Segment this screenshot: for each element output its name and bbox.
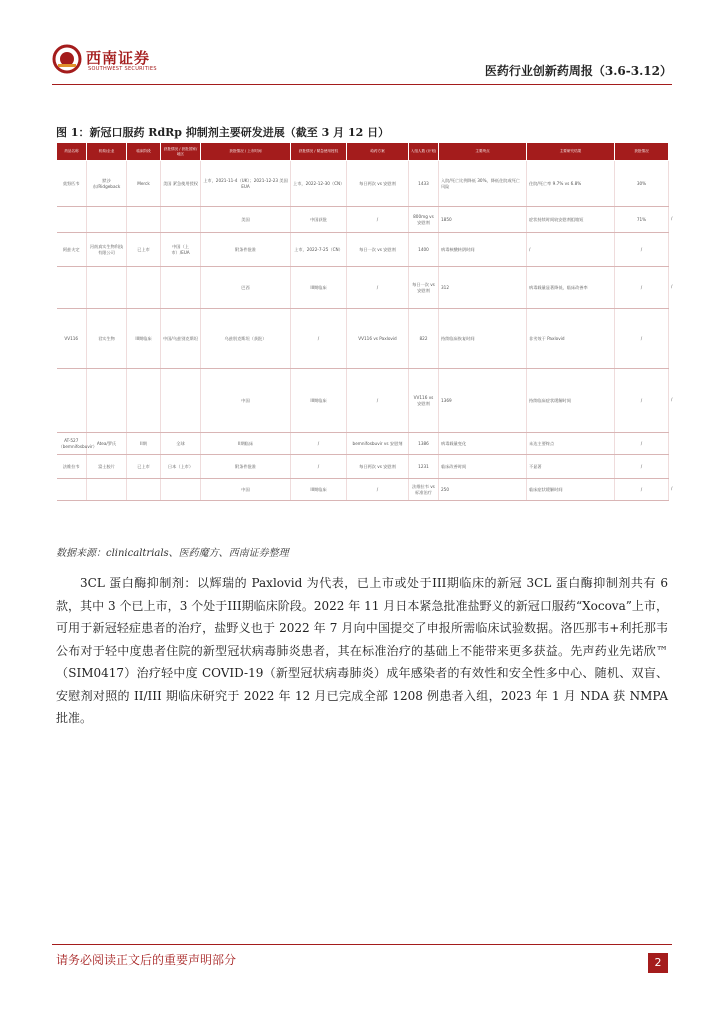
table-cell: / [347,207,409,233]
table-cell: / [347,369,409,433]
table-cell: 乌兹别克斯坦（获批） [201,309,291,369]
table-cell: III期临床 [291,369,347,433]
table-row [57,455,669,479]
table-cell: VV116 vs 安慰剂 [409,369,439,433]
brand-logo [52,44,157,84]
table-cell: / [615,369,669,433]
table-cell: 中国/乌兹别克斯坦 [161,309,201,369]
table-cell: 美国 [201,207,291,233]
table-header-row [57,143,669,161]
table-header: 给药方案 [347,143,409,161]
table-cell [87,267,127,309]
table-cell: 法维拉韦 [57,455,87,479]
figure-title: 图 1：新冠口服药 RdRp 抑制剂主要研发进展（截至 3 月 12 日） [56,126,390,139]
table-header: 获批情况 [615,143,669,161]
table-cell: / [615,455,669,479]
table-cell [87,479,127,501]
body-paragraph: 3CL 蛋白酶抑制剂：以辉瑞的 Paxlovid 为代表，已上市或处于III期临床的新冠 3CL 蛋白酶抑制剂共有 6 款，其中 3 个已上市，3 个处于III期临床阶段。2022 年 11 月日本紧急批准盐野义的新冠口服药“Xocova”上市，可用于新冠轻症患者的治疗，盐野义也于 2022 年 7 月向中国提交了申报所需临床试验数据。洛匹那韦+利托那韦公布对于轻中度患者住院的新型冠状病毒肺炎患者，其在标准治疗的基础上不能带来更多获益。先声药业先诺欣™（SIM0417）治疗轻中度 COVID-19（新型冠状病毒肺炎）成年感染者的有效性和安全性多中心、随机、双盲、安慰剂对照的 II/III 期临床研究于 2022 年 12 月已完成全部 1208 例患者入组，2023 年 1 月 NDA 获 NMPA 批准。 [56,576,668,725]
table-cell [57,207,87,233]
footer-divider [52,944,672,945]
table-cell: 附条件批准 [201,233,291,267]
table-header: 获批情况 / 获批国家/地区 [161,143,201,161]
table-cell: II期临床 [201,433,291,455]
table-row [57,433,669,455]
table-cell: 巴西 [201,267,291,309]
table-cell: 非劣效于 Paxlovid [527,309,615,369]
table-cell: 美国 紧急使用授权 [161,161,201,207]
table-cell: 未达主要终点 [527,433,615,455]
table-cell: II期 [127,433,161,455]
table-cell: 莫努匹韦 [57,161,87,207]
table-cell: 上市，2022-7-25（CN） [291,233,347,267]
table-header: 药品名称 [57,143,87,161]
footer-disclaimer: 请务必阅读正文后的重要声明部分 [56,953,237,967]
table-cell: 1369 [439,369,527,433]
table-row [57,161,669,207]
table-cell: / [347,479,409,501]
table-cell [57,267,87,309]
table-cell: Merck [127,161,161,207]
table-cell: AT-527（bemnifosbuvir） [57,433,87,455]
table-cell: 不显著 [527,455,615,479]
table-row [57,309,669,369]
table-cell: 1850 [439,207,527,233]
table-cell: III期临床 [127,309,161,369]
table-cell: 阿兹夫定 [57,233,87,267]
table-cell [161,207,201,233]
table-header: 获批情况 / 上市时间 [201,143,291,161]
table-cell: 每日两次 vs 安慰剂 [347,161,409,207]
table-header: 入组人数 (计划) [409,143,439,161]
logo-name-en: SOUTHWEST SECURITIES [88,66,157,72]
table-cell: / [291,309,347,369]
table-cell: 临床改善时间 [439,455,527,479]
table-cell: 临床症状缓解时间 [527,479,615,501]
brand-seal-icon [52,44,82,74]
table-cell: 附条件批准 [201,455,291,479]
table-cell: 入院/死亡比例降低 30%，降低住院或死亡风险 [439,161,527,207]
table-cell: 君实生物 [87,309,127,369]
table-cell: 病毒核酸转阴时间 [439,233,527,267]
table-cell: 250 [439,479,527,501]
table-cell: / [527,233,615,267]
table-cell: 1400 [409,233,439,267]
rdrp-table [56,142,673,501]
report-title: 医药行业创新药周报（3.6-3.12） [484,64,672,78]
table-cell: 已上市 [127,455,161,479]
table-cell [127,207,161,233]
figure-source: 数据来源：clinicaltrials、医药魔方、西南证券整理 [56,548,289,559]
table-cell [87,369,127,433]
table-cell: 中国 [201,479,291,501]
table-cell: 持续临床症状缓解时间 [527,369,615,433]
table-cell: 每日两次 vs 安慰剂 [347,455,409,479]
table-header: 机构/企业 [87,143,127,161]
table-cell: 法维拉韦 vs 标准治疗 [409,479,439,501]
table-cell: 上市，2021-11-4（UK）；2021-12-23 美国 EUA [201,161,291,207]
table-cell: 全球 [161,433,201,455]
table-cell: 312 [439,267,527,309]
table-cell: 症状持续时间较安慰剂组缩短 [527,207,615,233]
table-cell: / [291,433,347,455]
table-cell [161,479,201,501]
table-cell [87,207,127,233]
table-cell: 中国 [201,369,291,433]
table-row: 美国 中国获批 / 800mg vs 安慰剂 1850 症状持续时间较安慰剂组缩短 71% / [57,207,669,233]
table-cell: Atea/罗氏 [87,433,127,455]
table-row [57,233,669,267]
table-cell [57,369,87,433]
table-cell: 1231 [409,455,439,479]
table-header: 获批情况 / 紧急使用授权 [291,143,347,161]
table-cell: VV116 vs Paxlovid [347,309,409,369]
table-cell: 每日一次 vs 安慰剂 [409,267,439,309]
table-cell: 中国（上市）/EUA [161,233,201,267]
table-cell: / [615,233,669,267]
table-cell [161,369,201,433]
table-cell: / [615,309,669,369]
table-cell: 已上市 [127,233,161,267]
table-cell [127,479,161,501]
table-cell: 病毒载量变化 [439,433,527,455]
table-cell: / [615,267,669,309]
table-cell: bemnifosbuvir vs 安慰剂 [347,433,409,455]
table-cell: III期临床 [291,267,347,309]
header-divider [52,84,672,85]
table-cell: 河南真实生物科技有限公司 [87,233,127,267]
table-cell: VV116 [57,309,87,369]
table-cell: 71% [615,207,669,233]
table-cell: 1433 [409,161,439,207]
table-cell [127,369,161,433]
table-row: 中国 III期临床 / VV116 vs 安慰剂 1369 持续临床症状缓解时间 / / [57,369,669,433]
table-row: 巴西 III期临床 / 每日一次 vs 安慰剂 312 病毒载量显著降低，临床改善率 / / [57,267,669,309]
page-number: 2 [648,953,668,973]
table-cell: 30% [615,161,669,207]
table-cell: 病毒载量显著降低，临床改善率 [527,267,615,309]
table-header: 临床阶段 [127,143,161,161]
table-cell: 富士胶片 [87,455,127,479]
table-cell: 持续临床恢复时间 [439,309,527,369]
table-header: 主要终点 [439,143,527,161]
table-cell: 默沙东/Ridgeback [87,161,127,207]
table-cell: 日本（上市） [161,455,201,479]
table-cell: 1386 [409,433,439,455]
table-cell [57,479,87,501]
table-cell: III期临床 [291,479,347,501]
table-row: 中国 III期临床 / 法维拉韦 vs 标准治疗 250 临床症状缓解时间 / / [57,479,669,501]
table-cell: 上市，2022-12-30（CN） [291,161,347,207]
table-cell: 中国获批 [291,207,347,233]
logo-name-cn: 西南证券 [86,49,151,67]
table-cell: 每日一次 vs 安慰剂 [347,233,409,267]
table-cell: 800mg vs 安慰剂 [409,207,439,233]
table-cell: 住院/死亡率 9.7% vs 6.8% [527,161,615,207]
table-cell [127,267,161,309]
table-cell [161,267,201,309]
table-cell: / [291,455,347,479]
table-cell: 822 [409,309,439,369]
table-cell: / [615,433,669,455]
table-header: 主要研究结果 [527,143,615,161]
table-cell: / [615,479,669,501]
table-cell: / [347,267,409,309]
